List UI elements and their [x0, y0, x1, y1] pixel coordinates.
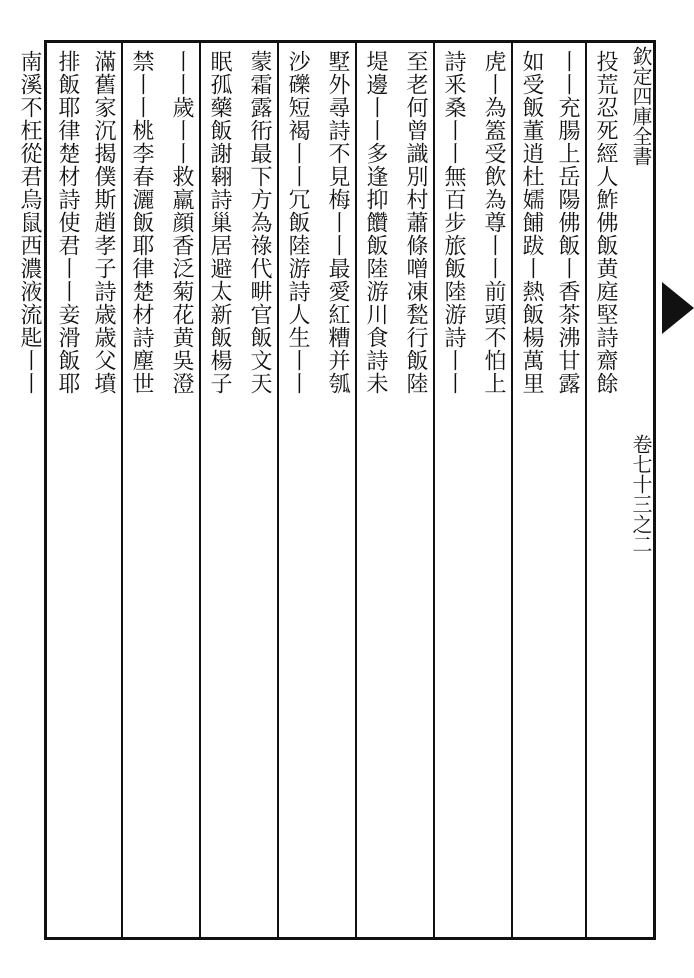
text-column: 虎丨為篕受飲為尊丨丨前頭不怕上 [481, 50, 506, 395]
text-column: 蒙霜露衎最下方為祿代畊官飯文天 [247, 50, 272, 395]
text-column: 禁丨丨桃李春灑飯耶律楚材詩塵世 [129, 50, 154, 395]
text-column: 丨丨充腸上岳陽佛飯丨香茶沸甘露 [555, 50, 580, 395]
text-column: 丨丨歲丨丨救羸顔香泛菊花黄吳澄 [169, 50, 194, 395]
text-column: 詩釆桑丨丨無百步旅飯陸游詩丨丨 [441, 50, 466, 395]
fishtail-mark [662, 282, 694, 334]
text-column: 南溪不枉從君烏鼠西濃液流匙丨丨 [17, 50, 42, 395]
text-column: 排飯耶律楚材詩使君丨丨妾滑飯耶 [55, 50, 80, 395]
text-column: 堤邊丨丨多逢抑饡飯陸游川食詩未 [363, 50, 388, 395]
volume-label: 卷七十三之二 [629, 434, 653, 554]
book-title: 欽定四庫全書 [629, 46, 653, 166]
text-column: 滿舊家沉揭僕斯趙孝子詩歳歳父墳 [91, 50, 116, 395]
page-gutter [656, 40, 694, 940]
text-column: 至老何曾識別村蕭條噌凍甃行飯陸 [403, 50, 428, 395]
text-column: 墅外尋詩不見梅丨丨最愛紅糟并瓠 [325, 50, 350, 395]
text-column: 沙礫短褐丨丨冗飯陸游詩人生丨丨 [285, 50, 310, 395]
text-column: 投荒忍死經人鮓佛飯黄庭堅詩齋餘 [593, 50, 618, 395]
text-column: 眠孤藥飯謝翱詩巢居避太新飯楊子 [207, 50, 232, 395]
text-column: 如受飯董逍杜嬬餔跋丨熱飯楊萬里 [519, 50, 544, 395]
margin-label [622, 44, 656, 936]
